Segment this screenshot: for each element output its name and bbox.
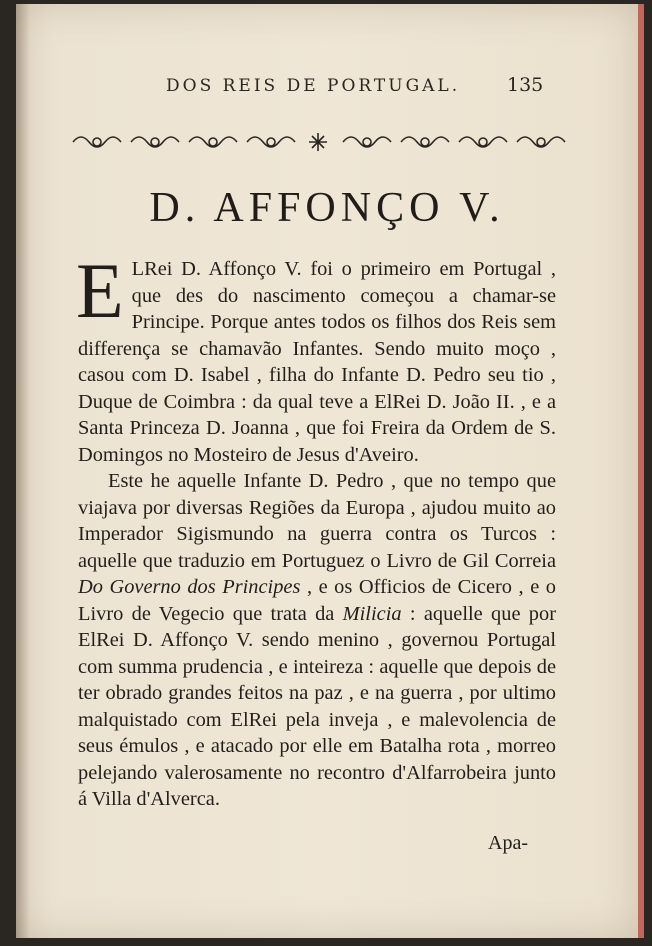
body-text: [76, 247, 556, 813]
ornament-motif: [73, 137, 121, 147]
catchword: Apa-: [488, 832, 528, 854]
page-number: 135: [507, 74, 544, 96]
chapter-title: D. AFFONÇO V.: [149, 185, 505, 231]
paragraph-1: [76, 247, 556, 468]
running-head: DOS REIS DE PORTUGAL.: [166, 76, 461, 96]
ornament-band: [68, 126, 568, 158]
milicia-italic: Milicia: [342, 602, 402, 625]
paragraph-2-part1: Este he aquelle Infante D. Pedro , que no tempo que viajava por diversas Regiões da Europa , ajudou muito ao Imperador Sigismundo na guerra contra os Turcos : aquelle que traduzio em Portuguez o Livro de Gil Correia: [78, 470, 556, 572]
book-title-italic: Do Governo dos Principes: [78, 576, 301, 598]
paragraph-2: [78, 468, 556, 813]
gutter-shadow: [16, 4, 30, 938]
drop-cap: E: [76, 247, 124, 334]
book-page: [16, 4, 644, 938]
paragraph-2-part3: : aquelle que por ElRei D. Affonço V. sendo menino , governou Portugal com summa prudencia , e inteireza : aquelle que depois de ter obrado grandes feitos na paz , e na guerra , por ultimo malquistado com ElRei pela inveja , e malevolencia de seus émulos , e atacado por elle em Batalha rota , morreo pelejando valerosamente no recontro d'Alfarrobeira junto á Villa d'Alverca.: [78, 602, 556, 810]
paragraph-1-text: LRei D. Affonço V. foi o primeiro em Portugal , que des do nascimento começou a chamar-se Principe. Porque antes todos os filhos dos Reis sem differença se chamavão Infantes. Sendo muito moço , casou com D. Isabel , filha do Infante D. Pedro seu tio , Duque de Coimbra : da qual teve a ElRei D. João II. , e a Santa Princeza D. Joanna , que foi Freira da Ordem de S. Domingos no Mosteiro de Jesus d'Aveiro.: [78, 258, 556, 466]
paragraph-2-part2: , e os Officios de Cicero , e o Livro de Vegecio que trata da: [78, 576, 556, 625]
